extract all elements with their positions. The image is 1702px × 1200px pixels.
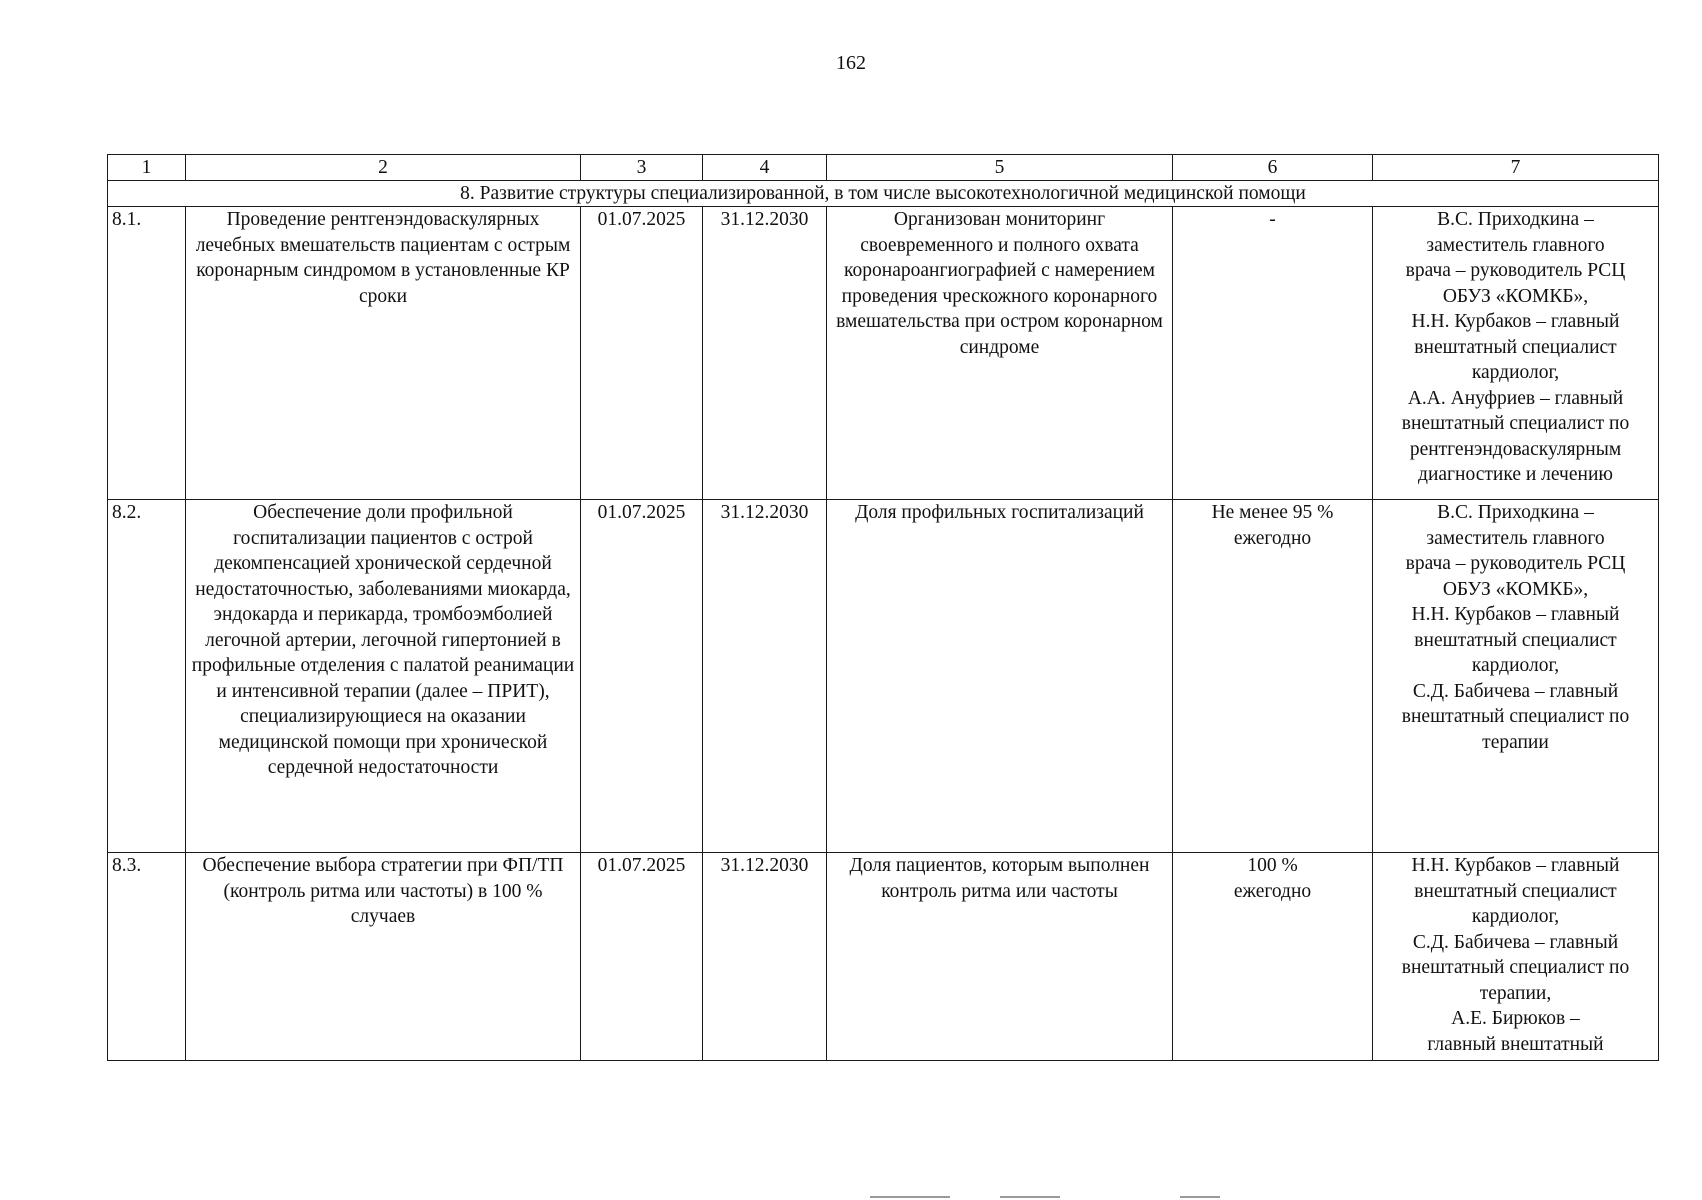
column-header-3: 3 [581,155,703,181]
indicator-cell: Не менее 95 % ежегодно [1173,500,1373,853]
end-date-cell: 31.12.2030 [703,853,827,1061]
scan-artifact-line [1000,1196,1060,1198]
plan-table [107,154,1659,1061]
table-row [108,853,1659,1061]
row-number: 8.3. [108,853,186,1061]
responsible-cell: Н.Н. Курбаков – главный внештатный специалист кардиолог, С.Д. Бабичева – главный внештатный специалист по терапии, А.Е. Бирюков – главный внештатный [1373,853,1659,1061]
activity-cell: Обеспечение доли профильной госпитализации пациентов с острой декомпенсацией хронической сердечной недостаточностью, заболеваниями миокарда, эндокарда и перикарда, тромбоэмболией легочной артерии, легочной гипертонией в профильные отделения с палатой реанимации и интенсивной терапии (далее – ПРИТ), специализирующиеся на оказании медицинской помощи при хронической сердечной недостаточности [186,500,581,853]
section-title: 8. Развитие структуры специализированной, в том числе высокотехнологичной медицинской помощи [108,181,1659,207]
column-header-4: 4 [703,155,827,181]
responsible-cell: В.С. Приходкина – заместитель главного врача – руководитель РСЦ ОБУЗ «КОМКБ», Н.Н. Курбаков – главный внештатный специалист кардиолог, А.А. Ануфриев – главный внештатный специалист по рентгенэндоваскулярным диагностике и лечению [1373,207,1659,500]
scan-artifact-line [1180,1196,1220,1198]
indicator-cell: - [1173,207,1373,500]
end-date-cell: 31.12.2030 [703,207,827,500]
start-date-cell: 01.07.2025 [581,500,703,853]
indicator-cell: 100 % ежегодно [1173,853,1373,1061]
end-date-cell: 31.12.2030 [703,500,827,853]
column-number-row [108,155,1659,181]
responsible-cell: В.С. Приходкина – заместитель главного врача – руководитель РСЦ ОБУЗ «КОМКБ», Н.Н. Курбаков – главный внештатный специалист кардиолог, С.Д. Бабичева – главный внештатный специалист по терапии [1373,500,1659,853]
start-date-cell: 01.07.2025 [581,207,703,500]
scan-artifact-line [870,1196,950,1198]
result-cell: Организован мониторинг своевременного и полного охвата коронароангиографией с намерением проведения чрескожного коронарного вмешательства при остром коронарном синдроме [827,207,1173,500]
activity-cell: Обеспечение выбора стратегии при ФП/ТП (контроль ритма или частоты) в 100 % случаев [186,853,581,1061]
row-number: 8.1. [108,207,186,500]
section-heading-row [108,181,1659,207]
start-date-cell: 01.07.2025 [581,853,703,1061]
table-row [108,500,1659,853]
column-header-1: 1 [108,155,186,181]
result-cell: Доля пациентов, которым выполнен контроль ритма или частоты [827,853,1173,1061]
row-number: 8.2. [108,500,186,853]
table-row [108,207,1659,500]
column-header-2: 2 [186,155,581,181]
column-header-5: 5 [827,155,1173,181]
activity-cell: Проведение рентгенэндоваскулярных лечебных вмешательств пациентам с острым коронарным синдромом в установленные КР сроки [186,207,581,500]
result-cell: Доля профильных госпитализаций [827,500,1173,853]
page-number: 162 [836,52,866,74]
column-header-6: 6 [1173,155,1373,181]
column-header-7: 7 [1373,155,1659,181]
